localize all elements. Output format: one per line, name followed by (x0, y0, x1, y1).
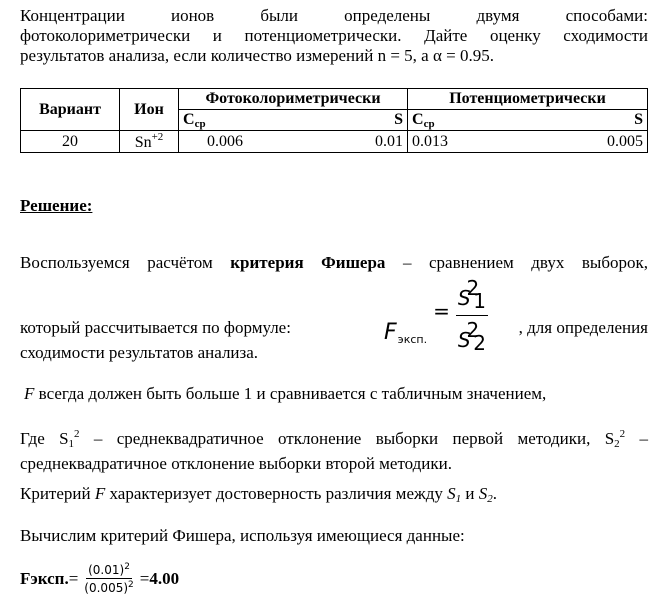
header-s-2: S (634, 110, 643, 128)
paragraph-criterion: Критерий F характеризует достоверность различия между S1 и S2. (20, 484, 497, 505)
paragraph-definitions: Где $S1^2$ – среднеквадратичное отклонение выборки первой методики, $S2^2$ – среднеквадратичное отклонение выборки второй методики. (20, 428, 648, 473)
header-s-1: S (394, 110, 403, 128)
cell-ion: $Sn^{+2}$ (120, 131, 179, 153)
formula-line-left: который рассчитывается по формуле: (20, 318, 291, 337)
header-method-2: Потенциометрически (408, 89, 648, 110)
header-c-1: $C_{ср}$ (183, 110, 206, 130)
formula-line-right: , для определения (518, 318, 648, 337)
solution-heading: Решение: (20, 196, 93, 215)
paragraph-f-condition: F всегда должен быть больше 1 и сравнивается с табличным значением, (24, 384, 547, 403)
fisher-calculation: Fэксп. = $\frac{(0.01)^2}{(0.005)^2}$ = 4.00 (20, 562, 180, 595)
table-row (21, 131, 648, 153)
fexp-label: Fэксп. (20, 568, 69, 588)
fexp-result: 4.00 (149, 568, 180, 588)
cell-method-1 (179, 131, 408, 153)
task-statement (20, 6, 648, 66)
data-table (20, 88, 648, 153)
intro-line-2: фотоколориметрически и потенциометрически. Дайте оценку сходимости (20, 26, 648, 45)
intro-line-1: Концентрации ионов были определены двумя способами: (20, 6, 648, 25)
fisher-formula: F эксп. = $\frac{S21}{S22}$ (384, 276, 487, 355)
cell-variant: 20 (21, 131, 120, 153)
subheader-method-1 (179, 110, 408, 131)
fexp-fraction: $\frac{(0.01)^2}{(0.005)^2}$ (84, 562, 134, 595)
cell-s-2: 0.005 (607, 132, 643, 150)
paragraph-fisher-intro: Воспользуемся расчётом критерия Фишера – сравнением двух выборок, (20, 253, 648, 272)
subheader-method-2 (408, 110, 648, 131)
cell-method-2 (408, 131, 648, 153)
paragraph-convergence: сходимости результатов анализа. (20, 343, 259, 362)
header-variant: Вариант (21, 89, 120, 131)
header-c-2: $C_{ср}$ (412, 110, 435, 130)
cell-s-1: 0.01 (375, 132, 403, 150)
cell-c-2: 0.013 (412, 132, 448, 150)
cell-c-1: 0.006 (207, 132, 243, 150)
intro-line-3: результатов анализа, если количество измерений n = 5, а α = 0.95. (20, 46, 494, 65)
formula-line (20, 318, 648, 338)
header-method-1: Фотоколориметрически (179, 89, 408, 110)
paragraph-calculate: Вычислим критерий Фишера, используя имеющиеся данные: (20, 526, 465, 545)
header-ion: Ион (120, 89, 179, 131)
